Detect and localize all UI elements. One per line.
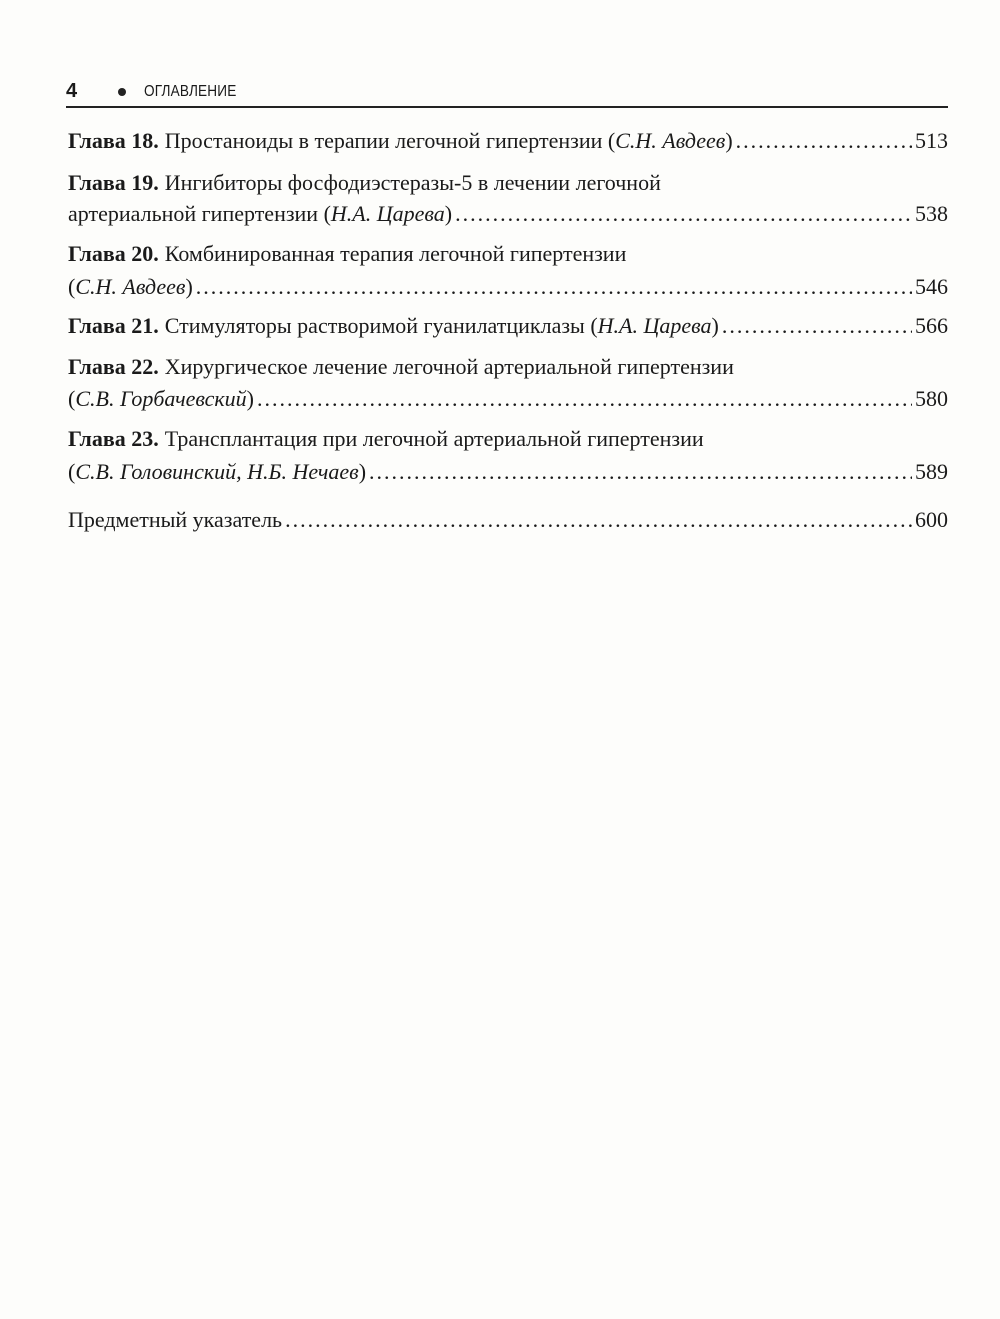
chapter-title: Хирургическое лечение легочной артериальной гипертензии [164,354,734,379]
chapter-author: С.Н. Авдеев [615,128,726,153]
toc-entry-19-cont[interactable]: артериальной гипертензии ( Н.А. Царева ) ..... 538 [68,201,948,231]
toc-entry-23-cont[interactable]: ( С.В. Головинский, Н.Б. Нечаев ) ..... 589 [68,459,948,489]
chapter-label: Глава 23. [68,426,159,451]
chapter-page: 513 [915,128,948,153]
toc-entry-21[interactable]: Глава 21. Стимуляторы растворимой гуанилатциклазы ( Н.А. Царева ) ..... 566 [68,313,948,343]
chapter-label: Глава 20. [68,241,159,266]
dot-leader [455,201,912,227]
dot-leader [285,507,912,533]
index-page: 600 [915,507,948,532]
toc-entry-19[interactable] [68,170,948,200]
chapter-label: Глава 19. [68,170,159,195]
toc-entry-22-cont[interactable]: ( С.В. Горбачевский ) ..... 580 [68,386,948,416]
chapter-page: 589 [915,459,948,484]
toc-entry-18[interactable]: Глава 18. Простаноиды в терапии легочной гипертензии ( С.Н. Авдеев ) ..... 513 [68,128,948,158]
chapter-page: 566 [915,313,948,338]
dot-leader [196,274,912,300]
chapter-title: Ингибиторы фосфодиэстеразы-5 в лечении легочной [164,170,661,195]
chapter-page: 546 [915,274,948,299]
chapter-title: Комбинированная терапия легочной гипертензии [164,241,627,266]
chapter-label: Глава 21. [68,313,159,338]
chapter-title: Простаноиды в терапии легочной гипертензии [164,128,603,153]
chapter-page: 580 [915,386,948,411]
chapter-author: Н.А. Царева [597,313,712,338]
running-header [66,80,948,108]
toc-entry-23[interactable] [68,426,948,456]
dot-leader [257,386,912,412]
bullet-icon [118,88,126,96]
dot-leader [722,313,912,339]
toc-entry-20[interactable] [68,241,948,271]
chapter-page: 538 [915,201,948,226]
chapter-author: С.Н. Авдеев [75,274,186,299]
chapter-title: Стимуляторы растворимой гуанилатциклазы [164,313,585,338]
chapter-label: Глава 18. [68,128,159,153]
toc-entry-22[interactable] [68,354,948,384]
dot-leader [369,459,912,485]
chapter-label: Глава 22. [68,354,159,379]
dot-leader [736,128,912,154]
page-number: 4 [66,80,78,102]
index-title: Предметный указатель [68,507,283,532]
running-title: ОГЛАВЛЕНИЕ [144,83,237,100]
chapter-author: С.В. Горбачевский [75,386,247,411]
chapter-author: Н.А. Царева [330,201,445,226]
chapter-title: Трансплантация при легочной артериальной гипертензии [164,426,704,451]
chapter-author: С.В. Головинский, Н.Б. Нечаев [75,459,359,484]
toc-entry-index[interactable] [68,507,948,537]
chapter-title-cont: артериальной гипертензии [68,201,319,226]
toc-entry-20-cont[interactable]: ( С.Н. Авдеев ) ..... 546 [68,274,948,304]
